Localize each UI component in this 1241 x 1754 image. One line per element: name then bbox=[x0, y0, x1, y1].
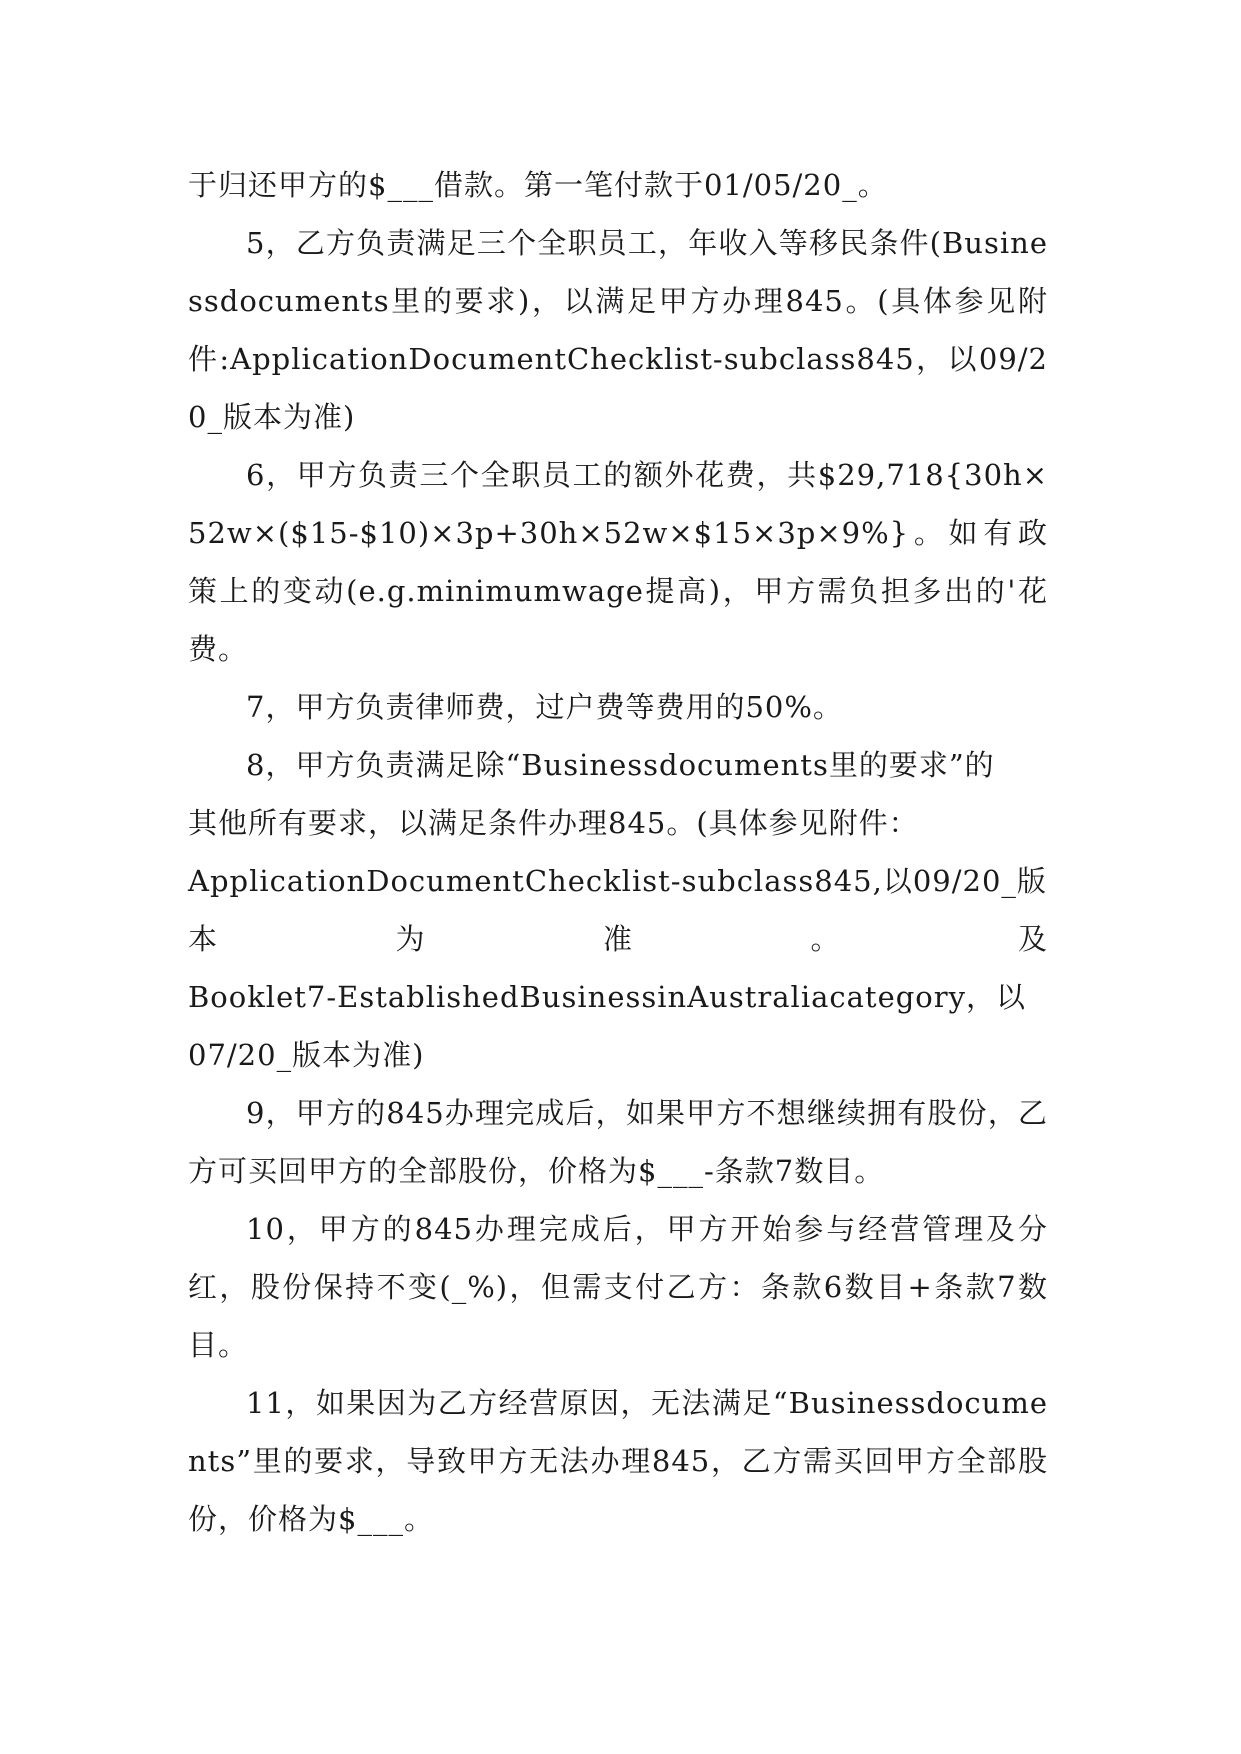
paragraph-8-line: 8，甲方负责满足除“Businessdocuments里的要求”的 bbox=[246, 748, 995, 782]
paragraph-8-line: 其他所有要求，以满足条件办理845。(具体参见附件： bbox=[188, 806, 919, 840]
paragraph-10: 10，甲方的845办理完成后，甲方开始参与经营管理及分红，股份保持不变(_%)，但需支付乙方：条款6数目+条款7数目。 bbox=[188, 1212, 1048, 1362]
paragraph-5: 5，乙方负责满足三个全职员工，年收入等移民条件(Businessdocuments里的要求)，以满足甲方办理845。(具体参见附件:ApplicationDocumentChecklist-subclass845，以09/20_版本为准) bbox=[188, 226, 1048, 434]
paragraph-8-line: 07/20_版本为准) bbox=[188, 1038, 425, 1072]
paragraph-8-spread-line bbox=[188, 910, 1048, 968]
spread-char: 及 bbox=[1017, 922, 1048, 956]
paragraph-9: 9，甲方的845办理完成后，如果甲方不想继续拥有股份，乙方可买回甲方的全部股份，价格为$___-条款7数目。 bbox=[188, 1096, 1048, 1188]
paragraph-11: 11，如果因为乙方经营原因，无法满足“Businessdocuments”里的要求，导致甲方无法办理845，乙方需买回甲方全部股份，价格为$___。 bbox=[188, 1386, 1048, 1536]
spread-char: 准 bbox=[602, 922, 633, 956]
paragraph-8-line: Booklet7-EstablishedBusinessinAustraliacategory，以 bbox=[188, 980, 1027, 1014]
paragraph-7: 7，甲方负责律师费，过户费等费用的50%。 bbox=[246, 690, 843, 724]
spread-char: 。 bbox=[810, 922, 841, 956]
paragraph-8-line: ApplicationDocumentChecklist-subclass845,以09/20_版 bbox=[188, 864, 1047, 898]
spread-char: 为 bbox=[395, 922, 426, 956]
document-body bbox=[188, 156, 1048, 1548]
spread-char: 本 bbox=[188, 922, 219, 956]
paragraph-8 bbox=[188, 736, 1048, 1084]
paragraph-6: 6，甲方负责三个全职员工的额外花费，共$29,718{30h×52w×($15-$10)×3p+30h×52w×$15×3p×9%}。如有政策上的变动(e.g.minimumwage提高)，甲方需负担多出的'花费。 bbox=[188, 458, 1048, 666]
paragraph-4-continuation: 于归还甲方的$___借款。第一笔付款于01/05/20_。 bbox=[188, 168, 888, 202]
